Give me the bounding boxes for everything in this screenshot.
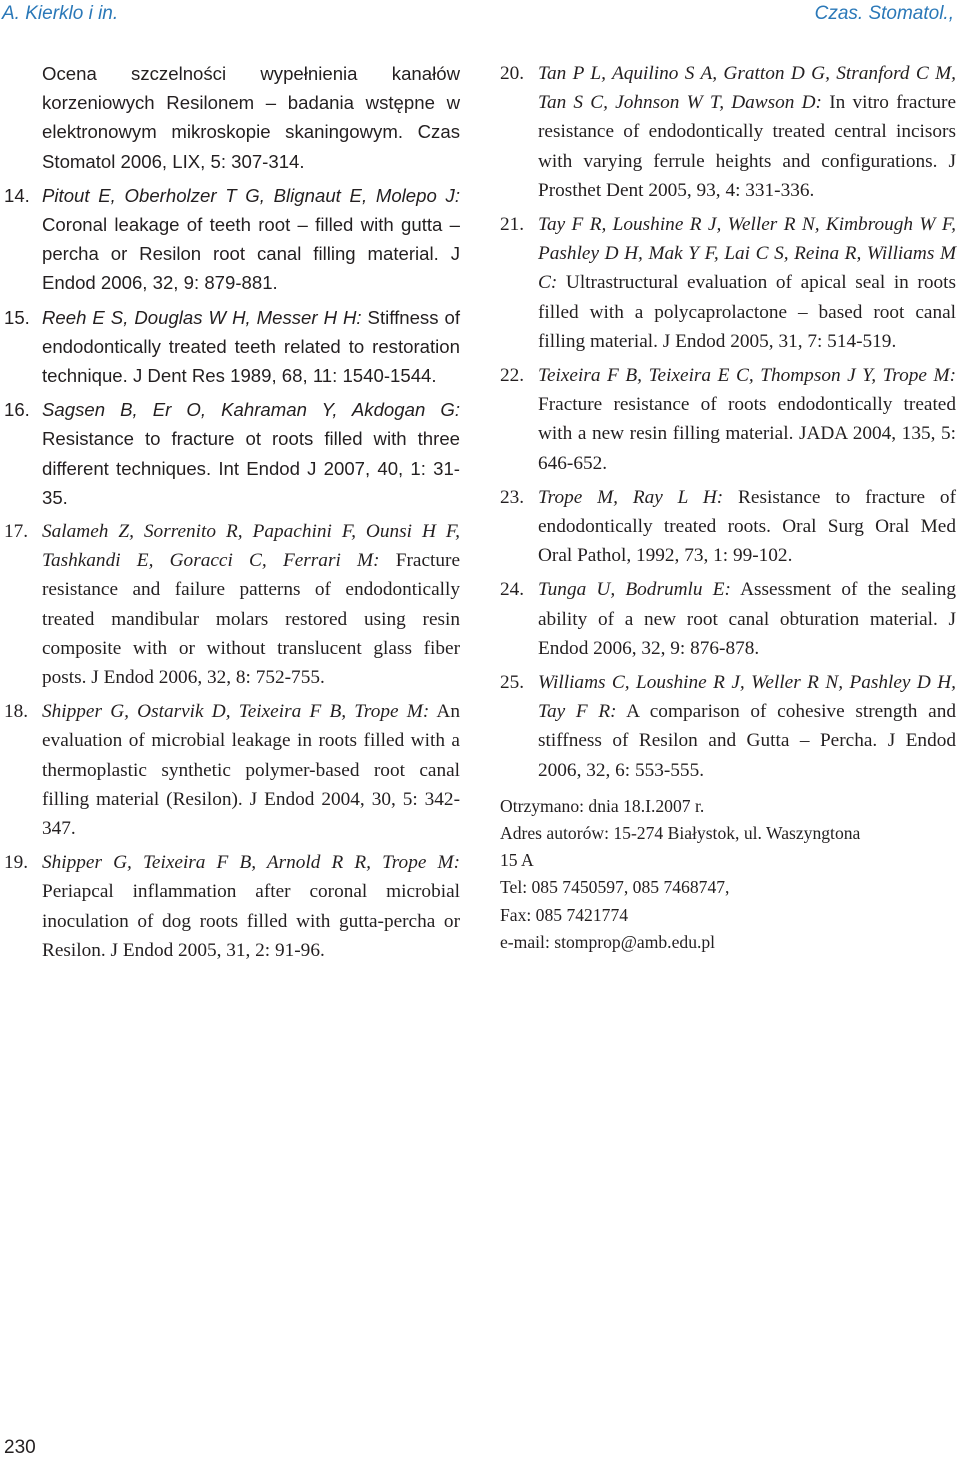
reference-authors: Pitout E, Oberholzer T G, Blignaut E, Molepo J: bbox=[42, 184, 460, 206]
reference-authors: Reeh E S, Douglas W H, Messer H H: bbox=[42, 306, 362, 328]
reference-authors: Salameh Z, Sorrenito R, Papachini F, Ounsi H F, Tashkandi E, Goracci C, Ferrari M: bbox=[42, 521, 460, 572]
reference-body: Resistance to fracture of endodontically treated roots. Oral Surg Oral Med Oral Pathol, 1992, 73, 1: 99-102. bbox=[538, 486, 956, 567]
reference-14 bbox=[4, 181, 460, 298]
reference-authors: Williams C, Loushine R J, Weller R N, Pashley D H, Tay F R: bbox=[538, 672, 956, 723]
reference-body: A comparison of cohesive strength and stiffness of Resilon and Gutta – Percha. J Endod 2006, 32, 6: 553-555. bbox=[538, 701, 956, 781]
reference-text bbox=[42, 181, 460, 298]
reference-authors: Teixeira F B, Teixeira E C, Thompson J Y, Trope M: bbox=[538, 365, 956, 387]
reference-authors: Tunga U, Bodrumlu E: bbox=[538, 579, 731, 601]
reference-text bbox=[42, 303, 460, 391]
correspondence-block bbox=[500, 793, 956, 956]
reference-13-continuation bbox=[4, 59, 460, 176]
reference-body: Stiffness of endodontically treated teeth related to restoration technique. J Dent Res 1989, 68, 11: 1540-1544. bbox=[42, 306, 461, 387]
reference-number: 22. bbox=[500, 365, 525, 387]
reference-number: 19. bbox=[4, 852, 29, 874]
reference-column-left bbox=[4, 59, 460, 970]
running-head-journal: Czas. Stomatol., bbox=[814, 3, 954, 24]
reference-authors: Sagsen B, Er O, Kahraman Y, Akdogan G: bbox=[42, 399, 460, 421]
reference-body: Fracture resistance of roots endodontically treated with a new resin filling material. JADA 2004, 135, 5: 646-652. bbox=[538, 394, 956, 474]
reference-number: 16. bbox=[4, 399, 30, 421]
reference-text bbox=[42, 848, 460, 965]
reference-number: 24. bbox=[500, 579, 525, 601]
email-address: e-mail: stomprop@amb.edu.pl bbox=[500, 931, 716, 952]
reference-text bbox=[538, 575, 956, 663]
reference-text bbox=[538, 483, 956, 571]
reference-body: Ultrastructural evaluation of apical seal in roots filled with a polycaprolactone – based root canal filling material. J Endod 2005, 31, 7: 514-519. bbox=[538, 272, 956, 352]
reference-text bbox=[538, 361, 956, 478]
author-address-cont: 15 A bbox=[500, 850, 534, 871]
reference-number: 25. bbox=[500, 672, 525, 694]
reference-text bbox=[42, 517, 460, 692]
reference-number: 18. bbox=[4, 701, 29, 723]
reference-text bbox=[538, 210, 956, 356]
reference-text bbox=[42, 697, 460, 843]
reference-24 bbox=[500, 575, 956, 663]
reference-authors: Trope M, Ray L H: bbox=[538, 486, 724, 508]
reference-20 bbox=[500, 59, 956, 205]
received-date: Otrzymano: dnia 18.I.2007 r. bbox=[500, 795, 705, 816]
reference-17 bbox=[4, 517, 460, 692]
reference-authors: Shipper G, Teixeira F B, Arnold R R, Trope M: bbox=[42, 852, 460, 874]
running-head-authors: A. Kierklo i in. bbox=[2, 3, 119, 24]
reference-text bbox=[538, 668, 956, 785]
reference-body: Assessment of the sealing ability of a new root canal obturation material. J Endod 2006, 32, 9: 876-878. bbox=[538, 579, 956, 659]
reference-21 bbox=[500, 210, 956, 356]
reference-25 bbox=[500, 668, 956, 785]
reference-authors: Tay F R, Loushine R J, Weller R N, Kimbrough W F, Pashley D H, Mak Y F, Lai C S, Reina R, Williams M C: bbox=[538, 214, 956, 294]
reference-number: 14. bbox=[4, 184, 30, 206]
page-number: 230 bbox=[4, 1437, 36, 1458]
reference-body: Resistance to fracture ot roots filled with three different techniques. Int Endod J 2007, 40, 1: 31-35. bbox=[42, 428, 460, 508]
reference-number bbox=[4, 59, 42, 176]
reference-22 bbox=[500, 361, 956, 478]
reference-15 bbox=[4, 303, 460, 391]
author-address: Adres autorów: 15-274 Białystok, ul. Waszyngtona bbox=[500, 823, 861, 844]
telephone: Tel: 085 7450597, 085 7468747, bbox=[500, 877, 730, 898]
reference-number: 17. bbox=[4, 521, 29, 543]
reference-text bbox=[42, 395, 460, 512]
reference-number: 20. bbox=[500, 63, 525, 84]
reference-body: An evaluation of microbial leakage in roots filled with a thermoplastic synthetic polymer-based root canal filling material (Resilon). J Endod 2004, 30, 5: 342-347. bbox=[42, 701, 460, 840]
reference-text bbox=[538, 59, 956, 205]
reference-text: Ocena szczelności wypełnienia kanałów korzeniowych Resilonem – badania wstępne w elektronowym mikroskopie skaningowym. Czas Stomatol 2006, LIX, 5: 307-314. bbox=[42, 63, 460, 172]
reference-authors: Tan P L, Aquilino S A, Gratton D G, Stranford C M, Tan S C, Johnson W T, Dawson D: bbox=[538, 63, 956, 114]
reference-body: Fracture resistance and failure patterns of endodontically treated mandibular molars restored using resin composite with or without translucent glass fiber posts. J Endod 2006, 32, 8: 752-755. bbox=[42, 550, 460, 689]
reference-23 bbox=[500, 483, 956, 571]
reference-body: In vitro fracture resistance of endodontically treated central incisors with varying ferrule heights and configurations. J Prosthet Dent 2005, 93, 4: 331-336. bbox=[538, 92, 957, 201]
reference-18 bbox=[4, 697, 460, 843]
reference-authors: Shipper G, Ostarvik D, Teixeira F B, Trope M: bbox=[42, 701, 430, 723]
reference-number: 21. bbox=[500, 214, 525, 236]
reference-16 bbox=[4, 395, 460, 512]
reference-19 bbox=[4, 848, 460, 965]
reference-column-right bbox=[500, 59, 956, 956]
fax: Fax: 085 7421774 bbox=[500, 904, 629, 925]
reference-body: Coronal leakage of teeth root – filled with gutta – percha or Resilon root canal filling material. J Endod 2006, 32, 9: 879-881. bbox=[42, 214, 460, 294]
reference-number: 23. bbox=[500, 486, 525, 508]
reference-number: 15. bbox=[4, 306, 30, 328]
reference-body: Periapcal inflammation after coronal microbial inoculation of dog roots filled with gutta-percha or Resilon. J Endod 2005, 31, 2: 91-96. bbox=[42, 881, 460, 961]
